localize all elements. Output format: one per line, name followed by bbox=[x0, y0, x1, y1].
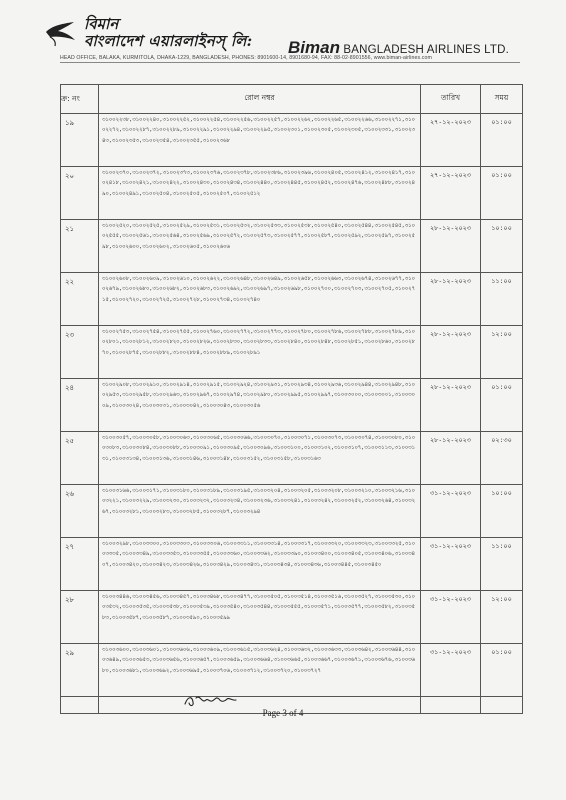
serial-cell: ২৭ bbox=[61, 538, 99, 591]
table-row bbox=[61, 273, 523, 326]
time-cell: ১২:০০ bbox=[481, 326, 523, 379]
english-name-rest: BANGLADESH AIRLINES LTD. bbox=[339, 44, 510, 56]
date-cell: ২৮-১২-২০২৩ bbox=[421, 326, 481, 379]
roll-numbers-cell: ৩১০০৩৬০০,৩১০০৩৬০১,৩১০০৩৬০৬,৩১০০৩৬০৯,৩১০০৩৬১৫,৩১০০৩৬২৪,৩১০০৩৬৩২,৩১০০৩৬৩৩,৩১০০৩৬৪২,৩১০০৩৬৪৪,৩১০০৩৬৪৯,৩১০০৩৬৫৩,৩১০০৩৬৫৬,৩১০০৩৬৫৭,৩১০০৩৬৫৯,৩১০০৩৬৬৪,৩১০০৩৬৬৫,৩১০০৩৬৬৭,৩১০০৩৬৭১,৩১০০৩৬৭৬,৩১০০৩৬৮০,৩১০০৩৬৮১,৩১০০৩৬৯২,৩১০০৩৬৯৫,৩১০০৩৭০৬,৩১০০৩৭১২,৩১০০৩৭২০,৩১০০৩৭২৭ bbox=[99, 644, 421, 697]
header-serial: ক্র: নং bbox=[61, 85, 99, 114]
header-roll-number: রোল নম্বর bbox=[99, 85, 421, 114]
header-time: সময় bbox=[481, 85, 523, 114]
serial-cell: ২১ bbox=[61, 220, 99, 273]
date-cell: ৩১-১২-২০২৩ bbox=[421, 485, 481, 538]
table-row bbox=[61, 644, 523, 697]
date-cell: ২৮-১২-২০২৩ bbox=[421, 432, 481, 485]
time-cell: ১০:০০ bbox=[481, 485, 523, 538]
roll-numbers-cell: ৩১০০২২৩৮,৩১০০২২৪০,৩১০০২২৫২,৩১০০২২৫৪,৩১০০২২৫৬,৩১০০২২৫৭,৩১০০২২৬২,৩১০০২২৬৫,৩১০০২২৬৬,৩১০০২২৭১,৩১০০২২৭২,৩১০০২২৮৭,৩১০০২২৮৯,৩১০০২২৯১,৩১০০২২৯৪,৩১০০২২৯৫,৩১০০২৩০১,৩১০০২৩০৫,৩১০০২৩০৫,৩১০০২৩৩১,৩১০০২৩৪৩,৩১০০২৩৫৩,৩১০০২৩৫৪,৩১০০২৩৫৫,৩১০০২৩৬৮ bbox=[99, 114, 421, 167]
table-row bbox=[61, 591, 523, 644]
biman-stork-logo-icon bbox=[44, 18, 78, 48]
roll-numbers-cell: ৩১০০২৬০৮,৩১০০২৬০৯,৩১০০২৬১০,৩১০০২৬২২,৩১০০২৬৪৮,৩১০০২৬৪৯,৩১০০২৬৫৮,৩১০০২৬৬৩,৩১০০২৬৭৪,৩১০০২৬৭৭,৩১০০২৬৭৯,৩১০০২৬৮০,৩১০০২৬৮২,৩১০০২৬৮৩,৩১০০২৬৯২,৩১০০২৬৯৭,৩১০০২৬৯৮,৩১০০২৭০০,৩১০০২৭০৩,৩১০০২৭০৫,৩১০০২৭১৫,৩১০০২৭২০,৩১০০২৭২৫,৩১০০২৭২৮,৩১০০২৭৩৪,৩১০০২৭৪০ bbox=[99, 273, 421, 326]
date-cell: ৩১-১২-২০২৩ bbox=[421, 644, 481, 697]
english-brand: Biman bbox=[288, 38, 340, 57]
time-cell: ১২:০০ bbox=[481, 591, 523, 644]
roll-numbers-cell: ৩১০০৩৪৪৬,৩১০০৩৪৫৬,৩১০০৩৪৫৭,৩১০০৩৪৬৮,৩১০০৩৪৭৭,৩১০০৩৫০৫,৩১০০৩৫১৪,৩১০০৩৫১৬,৩১০০৩৫২৭,৩১০০৩৫৩০,৩১০০৩৫৩২,৩১০০৩৫৩৫,৩১০০৩৫৩৮,৩১০০৩৫৩৯,৩১০০৩৫৪০,৩১০০৩৫৪৪,৩১০০৩৫৫৫,৩১০০৩৫৭১,৩১০০৩৫৭৭,৩১০০৩৫৮২,৩১০০৩৫৮৩,৩১০০৩৫৮৭,৩১০০৩৫৮৭,৩১০০৩৫৯০,৩১০০৩৫৯৯ bbox=[99, 591, 421, 644]
table-row bbox=[61, 538, 523, 591]
roll-schedule-table bbox=[60, 84, 523, 714]
bengali-name-line2: বাংলাদেশ এয়ারলাইনস্ লি: bbox=[84, 32, 253, 50]
date-cell: ২৮-১২-২০২৩ bbox=[421, 273, 481, 326]
time-cell: ০১:০০ bbox=[481, 114, 523, 167]
table-body bbox=[61, 114, 523, 714]
serial-cell: ২৬ bbox=[61, 485, 99, 538]
date-cell: ২৭-১২-২০২৩ bbox=[421, 114, 481, 167]
serial-cell: ১৯ bbox=[61, 114, 99, 167]
roll-numbers-cell: ৩১০০২৩৭০,৩১০০২৩৭২,৩১০০২৩৭৩,৩১০০২৩৭৬,৩১০০২৩৭৮,৩১০০২৩৮৬,৩১০০২৩৯৬,৩১০০২৪০৫,৩১০০২৪১২,৩১০০২৪১৭,৩১০০২৪১৮,৩১০০২৪২১,৩১০০২৪২২,৩১০০২৪৩০,৩১০০২৪৩৪,৩১০০২৪৪০,৩১০০২৪৪৫,৩১০০২৪৫২,৩১০০২৪৭৬,৩১০০২৪৮৮,৩১০০২৪৯০,৩১০০২৪৯১,৩১০০২৫০৪,৩১০০২৫০৫,৩১০০২৫০৭,৩১০০২৫১২ bbox=[99, 167, 421, 220]
table-row bbox=[61, 220, 523, 273]
head-office-address: HEAD OFFICE, BALAKA, KURMITOLA, DHAKA-1229, BANGLADESH, PHONES: 8901600-14, 8901680-94, FAX: 88-02-8901556, www.biman-airlines.com bbox=[60, 55, 432, 61]
roll-numbers-cell: ৩১০০২৫২০,৩১০০২৫২৫,৩১০০২৫২৯,৩১০০২৫৩১,৩১০০২৫৩২,৩১০০২৫৩৩,৩১০০২৫৩৮,৩১০০২৫৪০,৩১০০২৫৪৪,৩১০০২৫৪৫,৩১০০২৫৫৫,৩১০০২৫৬১,৩১০০২৫৬৪,৩১০০২৫৬৯,৩১০০২৫৭২,৩১০০২৫৭৩,৩১০০২৫৭৭,৩১০০২৫৮৭,৩১০০২৫৯২,৩১০০২৫৯৭,৩১০০২৫৯৮,৩১০০২৬০০,৩১০০২৬০২,৩১০০২৬০৫,৩১০০২৬০৬ bbox=[99, 220, 421, 273]
bengali-company-name bbox=[84, 16, 252, 49]
bengali-name-line1: বিমান bbox=[84, 15, 119, 33]
serial-cell: ২৩ bbox=[61, 326, 99, 379]
date-cell: ২৮-১২-২০২৩ bbox=[421, 220, 481, 273]
serial-cell: ২৮ bbox=[61, 591, 99, 644]
roll-numbers-cell: ৩১০০৩১৬৬,৩১০০৩১৭১,৩১০০৩১৮০,৩১০০৩১৮৯,৩১০০৩১৯৫,৩১০০৩২০৪,৩১০০৩২০৫,৩১০০৩২০৮,৩১০০৩২১০,৩১০০৩২১৬,৩১০০৩২২১,৩১০০৩২২৯,৩১০০৩২৩০,৩১০০৩২৩২,৩১০০৩২৩৪,৩১০০৩২৩৬,৩১০০৩২৪১,৩১০০৩২৪২,৩১০০৩২৫২,৩১০০৩২৬৪,৩১০০৩২৬৭,৩১০০৩২৮১,৩১০০৩২৮৩,৩১০০৩২৮৫,৩১০০৩২৮৭,৩১০০৩২৯৪ bbox=[99, 485, 421, 538]
serial-cell: ২৫ bbox=[61, 432, 99, 485]
roll-numbers-cell: ৩১০০৩০৫৭,৩১০০৩০৫৮,৩১০০৩০৬৩,৩১০০৩০৬৫,৩১০০৩০৬৬,৩১০০৩০৭০,৩১০০৩০৭১,৩১০০৩০৭৩,৩১০০৩০৭৪,৩১০০৩০৮০,৩১০০৩০৮৩,৩১০০৩০৮৪,৩১০০৩০৮৮,৩১০০৩০৯১,৩১০০৩০৯৫,৩১০০৩০৯৬,৩১০০৩১০০,৩১০০৩১০২,৩১০০৩১০৭,৩১০০৩১১৩,৩১০০৩১৩১,৩১০০৩১৩৪,৩১০০৩১৩৬,৩১০০৩১৪৬,৩১০০৩১৪৮,৩১০০৩১৫২,৩১০০৩১৫৮,৩১০০৩১৬৩ bbox=[99, 432, 421, 485]
table-row bbox=[61, 114, 523, 167]
serial-cell: ২৪ bbox=[61, 379, 99, 432]
serial-cell: ২৯ bbox=[61, 644, 99, 697]
date-cell: ২৭-১২-২০২৩ bbox=[421, 167, 481, 220]
table-row bbox=[61, 485, 523, 538]
time-cell: ১১:০০ bbox=[481, 538, 523, 591]
roll-numbers-cell: ৩১০০২৭৫৩,৩১০০২৭৫৪,৩১০০২৭৫৫,৩১০০২৭৬০,৩১০০২৭৭২,৩১০০২৭৭৩,৩১০০২৭৮০,৩১০০২৭৮৬,৩১০০২৭৮৮,৩১০০২৭৮৯,৩১০০২৮০১,৩১০০২৮১২,৩১০০২৮২০,৩১০০২৮২৬,৩১০০২৮৩০,৩১০০২৮৩৩,৩১০০২৮৪০,৩১০০২৮৪৮,৩১০০২৮৫১,৩১০০২৮৬০,৩১০০২৮৭০,৩১০০২৮৭৫,৩১০০২৮৮২,৩১০০২৮৮৪,৩১০০২৮৮৯,৩১০০২৮৯১ bbox=[99, 326, 421, 379]
time-cell: ১০:০০ bbox=[481, 220, 523, 273]
handwritten-signature bbox=[182, 690, 242, 710]
date-cell: ২৮-১২-২০২৩ bbox=[421, 379, 481, 432]
time-cell: ১১:০০ bbox=[481, 273, 523, 326]
time-cell: ০১:০০ bbox=[481, 379, 523, 432]
time-cell: ০২:৩০ bbox=[481, 432, 523, 485]
table-row bbox=[61, 326, 523, 379]
serial-cell: ২০ bbox=[61, 167, 99, 220]
date-cell: ৩১-১২-২০২৩ bbox=[421, 591, 481, 644]
page-number: Page 3 of 4 bbox=[262, 708, 304, 718]
table-row bbox=[61, 432, 523, 485]
table-row bbox=[61, 167, 523, 220]
time-cell: ০১:০০ bbox=[481, 644, 523, 697]
date-cell: ৩১-১২-২০২৩ bbox=[421, 538, 481, 591]
roll-numbers-cell: ৩১০০৩২৯৮,৩১০০৩৩০০,৩১০০৩৩০৩,৩১০০৩৩০৬,৩১০০৩৩১১,৩১০০৩৩১৪,৩১০০৩৩১৭,৩১০০৩৩২০,৩১০০৩৩২৩,৩১০০৩৩২৫,৩১০০৩৩৩৫,৩১০০৩৩৪৯,৩১০০৩৩৫৩,৩১০০৩৩৫৫,৩১০০৩৩৬০,৩১০০৩৩৬২,৩১০০৩৩৯০,৩১০০৩৪০০,৩১০০৩৪০৫,৩১০০৩৪০৬,৩১০০৩৪০৭,৩১০০৩৪২০,৩১০০৩৪২৩,৩১০০৩৪২৬,৩১০০৩৪২৯,৩১০০৩৪৩১,৩১০০৩৪৩৪,৩১০০৩৪৩৬,৩১০০৩৪৪৫,৩১০০৩৪৫০ bbox=[99, 538, 421, 591]
time-cell: ০১:০০ bbox=[481, 167, 523, 220]
table-header-row bbox=[61, 85, 523, 114]
table-row bbox=[61, 379, 523, 432]
roll-numbers-cell: ৩১০০২৯০৮,৩১০০২৯১০,৩১০০২৯১৪,৩১০০২৯১৫,৩১০০২৯২৪,৩১০০২৯৩১,৩১০০২৯৩৪,৩১০০২৯৩৬,৩১০০২৯৪৪,৩১০০২৯৪৮,৩১০০২৯৫৩,৩১০০২৯৫৮,৩১০০২৯৬৩,৩১০০২৯৬৭,৩১০০২৯৭৪,৩১০০২৯৮০,৩১০০২৯৯৫,৩১০০২৯৯৭,৩১০০৩০০০,৩১০০৩০০১,৩১০০৩০০৯,৩১০০৩০২৪,৩১০০৩০৩১,৩১০০৩০৪২,৩১০০৩০৪৩,৩১০০৩০৫৬ bbox=[99, 379, 421, 432]
header-date: তারিখ bbox=[421, 85, 481, 114]
header-divider bbox=[60, 62, 520, 63]
serial-cell: ২২ bbox=[61, 273, 99, 326]
